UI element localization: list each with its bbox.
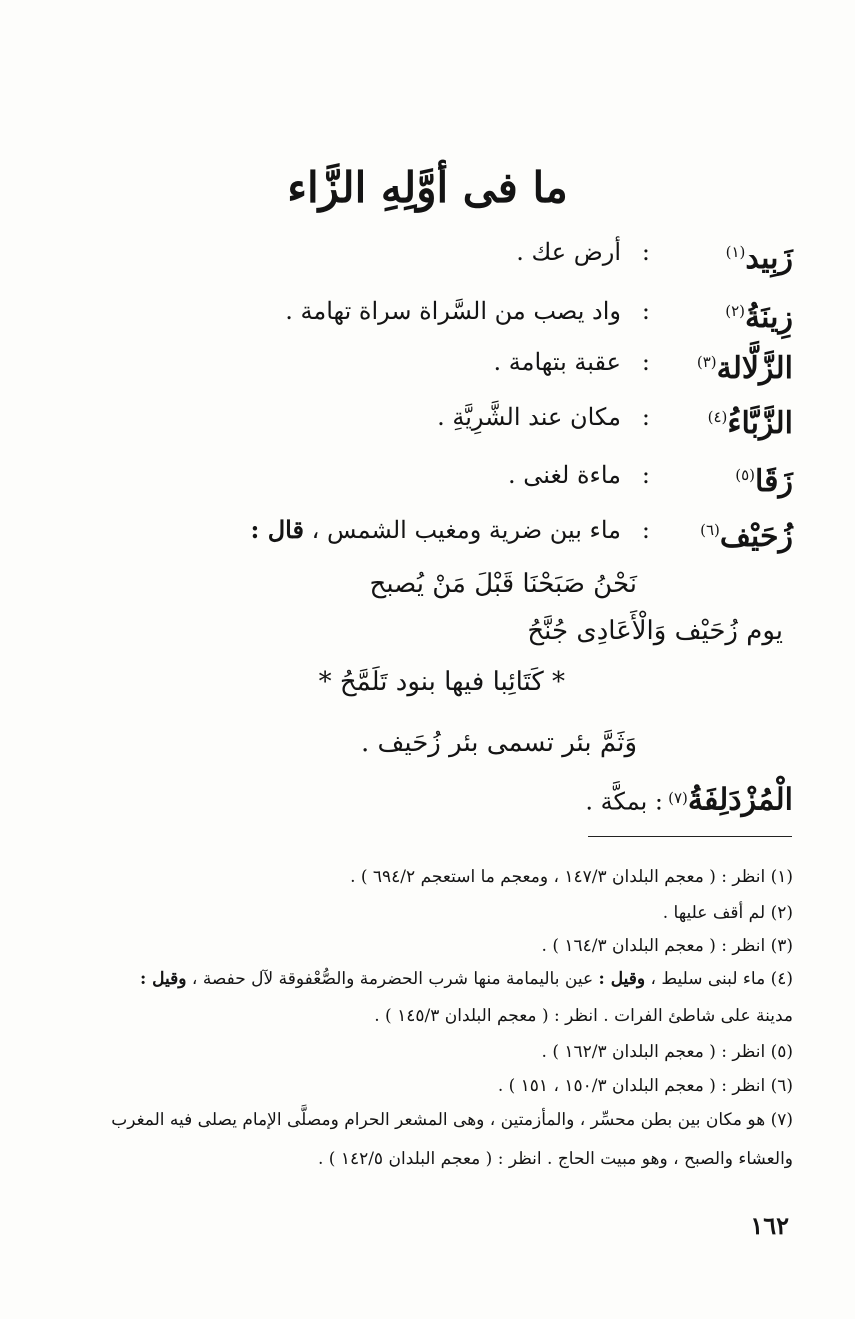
entry-muzdalifa — [585, 772, 793, 830]
verse-line-2: يوم زُحَيْف وَالْأَعَادِى جُنَّحُ — [527, 616, 783, 646]
entry-colon: : — [641, 238, 650, 266]
entry-headword: زِينَةُ$^{(٢)}$ — [725, 300, 793, 335]
footnote-ref: (١) — [725, 243, 746, 261]
footnote-4-continued: مدينة على شاطئ الفرات . انظر : ( معجم البلدان ١٤٥/٣ ) . — [374, 1006, 793, 1026]
chapter-title: ما فى أوَّلِهِ الزَّاء — [287, 163, 568, 212]
footnote-1: (١) انظر : ( معجم البلدان ١٤٧/٣ ، ومعجم ما استعجم ٦٩٤/٢ ) . — [350, 867, 793, 887]
entry-headword: الزَّلَّالة$^{(٣)}$ — [696, 351, 793, 386]
footnote-ref: (٧) — [668, 789, 688, 807]
entry-headword: زُحَيْف$^{(٦)}$ — [700, 519, 793, 554]
footnote-6: (٦) انظر : ( معجم البلدان ١٥٠/٣ ، ١٥١ ) . — [497, 1076, 793, 1096]
entry-headword: زَبِيد$^{(١)}$ — [725, 241, 793, 276]
entry-headword: زَقَا$^{(٥)}$ — [735, 464, 793, 499]
footnote-ref: (٣) — [696, 353, 717, 371]
verse-line-1: نَحْنُ صَبَحْنَا قَبْلَ مَنْ يُصبح — [369, 569, 637, 599]
entry-zabid — [53, 228, 793, 276]
footnote-separator — [588, 836, 792, 837]
footnote-4: (٤) ماء لبنى سليط ، وقيل : عين باليمامة منها شرب الحضرمة والصُّعْفوقة لآل حفصة ، وقيل : — [139, 969, 793, 989]
footnote-bold-qila: وقيل : — [139, 969, 187, 989]
entry-definition: ماءة لغنى . — [507, 461, 621, 489]
footnote-ref: (٦) — [700, 521, 720, 539]
entry-zina — [53, 287, 793, 335]
entry-definition: مكان عند الشَّرِيَّةِ . — [437, 403, 621, 431]
entry-colon: : — [641, 461, 650, 489]
entry-definition: : بمكَّة . — [585, 787, 663, 816]
entry-definition: عقبة بتهامة . — [493, 348, 621, 376]
footnote-5: (٥) انظر : ( معجم البلدان ١٦٢/٣ ) . — [541, 1042, 793, 1062]
entry-definition: واد يصب من السَّراة سراة تهامة . — [285, 297, 621, 325]
entry-zallala — [53, 338, 793, 386]
entry-colon: : — [641, 297, 650, 325]
page-number: ١٦٢ — [750, 1211, 789, 1240]
entry-definition: ماء بين ضرية ومغيب الشمس ، قال : — [250, 515, 621, 544]
entry-zabba — [53, 393, 793, 441]
footnote-bold-qila: وقيل : — [598, 969, 646, 989]
entry-zuhayf — [53, 506, 793, 554]
entry-colon: : — [641, 516, 650, 544]
footnote-2: (٢) لم أقف عليها . — [662, 903, 793, 923]
footnote-ref: (٢) — [725, 302, 746, 320]
verse-line-3: * كَتَائِبا فيها بنود تَلَمَّحُ * — [318, 667, 565, 697]
footnote-ref: (٥) — [735, 466, 756, 484]
entry-zaqa — [53, 451, 793, 499]
footnote-3: (٣) انظر : ( معجم البلدان ١٦٤/٣ ) . — [541, 936, 793, 956]
entry-colon: : — [641, 403, 650, 431]
footnote-7-continued: والعشاء والصبح ، وهو مبيت الحاج . انظر : ( معجم البلدان ١٤٢/٥ ) . — [317, 1149, 793, 1169]
qala-label: قال : — [250, 515, 304, 544]
entry-headword: الْمُزْدَلِفَةُ — [687, 782, 793, 818]
entry-colon: : — [641, 348, 650, 376]
entry-definition: أرض عك . — [516, 238, 621, 266]
entry-headword: الزَّبَّاءُ$^{(٤)}$ — [707, 406, 793, 441]
footnote-ref: (٤) — [707, 408, 728, 426]
footnote-7: (٧) هو مكان بين بطن محسِّر ، والمأزمتين ، وهى المشعر الحرام ومصلَّى الإمام يصلى فيه المغرب — [111, 1110, 793, 1130]
verse-line-4: وَثَمَّ بئر تسمى بئر زُحَيف . — [360, 728, 637, 758]
